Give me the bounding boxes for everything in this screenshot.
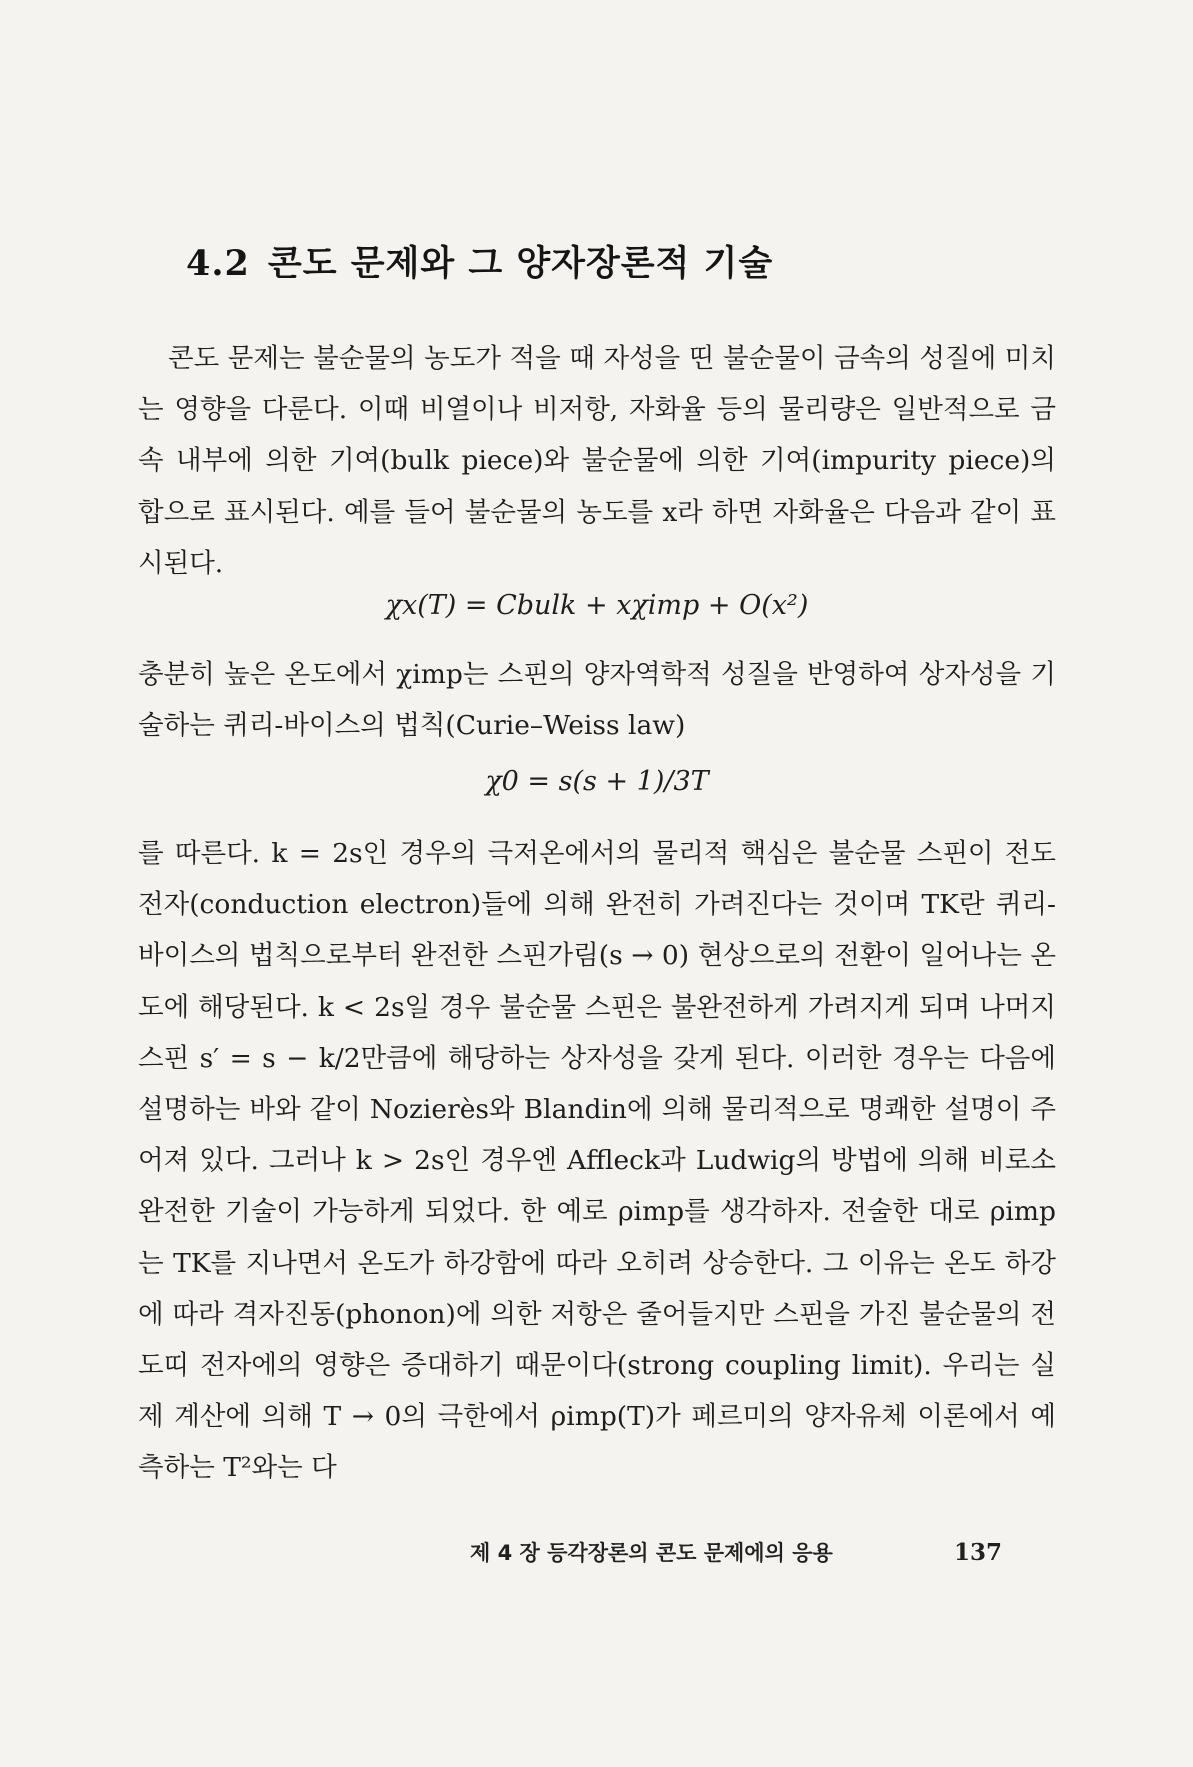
paragraph-curie-weiss: 충분히 높은 온도에서 χimp는 스핀의 양자역학적 성질을 반영하여 상자성을 기술하는 퀴리-바이스의 법칙(Curie–Weiss law)	[138, 659, 1056, 742]
running-footer-chapter: 제 4 장 등각장론의 콘도 문제에의 응용	[470, 1541, 833, 1565]
equation-susceptibility: χx(T) = Cbulk + xχimp + O(x²)	[385, 590, 809, 621]
page-number: 137	[953, 1539, 1002, 1566]
section-heading	[186, 236, 773, 286]
paragraph-kondo-screening: 를 따른다. k = 2s인 경우의 극저온에서의 물리적 핵심은 불순물 스핀이 전도 전자(conduction electron)들에 의해 완전히 가려진다는 것이며 TK란 퀴리-바이스의 법칙으로부터 완전한 스핀가림(s → 0) 현상으로의 전환이 일어나는 온도에 해당된다. k < 2s일 경우 불순물 스핀은 불완전하게 가려지게 되며 나머지 스핀 s′ = s − k/2만큼에 해당하는 상자성을 갖게 된다. 이러한 경우는 다음에 설명하는 바와 같이 Nozierès와 Blandin에 의해 물리적으로 명쾌한 설명이 주어져 있다. 그러나 k > 2s인 경우엔 Affleck과 Ludwig의 방법에 의해 비로소 완전한 기술이 가능하게 되었다. 한 예로 ρimp를 생각하자. 전술한 대로 ρimp는 TK를 지나면서 온도가 하강함에 따라 오히려 상승한다. 그 이유는 온도 하강에 따라 격자진동(phonon)에 의한 저항은 줄어들지만 스핀을 가진 불순물의 전도띠 전자에의 영향은 증대하기 때문이다(strong coupling limit). 우리는 실제 계산에 의해 T → 0의 극한에서 ρimp(T)가 페르미의 양자유체 이론에서 예측하는 T²와는 다	[138, 838, 1056, 1484]
page-footer	[470, 1537, 1002, 1567]
section-number: 4.2	[186, 243, 250, 284]
paragraph-intro: 콘도 문제는 불순물의 농도가 적을 때 자성을 띤 불순물이 금속의 성질에 미치는 영향을 다룬다. 이때 비열이나 비저항, 자화율 등의 물리량은 일반적으로 금속 내부에 의한 기여(bulk piece)와 불순물에 의한 기여(impurity piece)의 합으로 표시된다. 예를 들어 불순물의 농도를 x라 하면 자화율은 다음과 같이 표시된다.	[138, 343, 1056, 579]
section-title: 콘도 문제와 그 양자장론적 기술	[267, 243, 774, 284]
equation-curie-law: χ0 = s(s + 1)/3T	[485, 766, 709, 797]
